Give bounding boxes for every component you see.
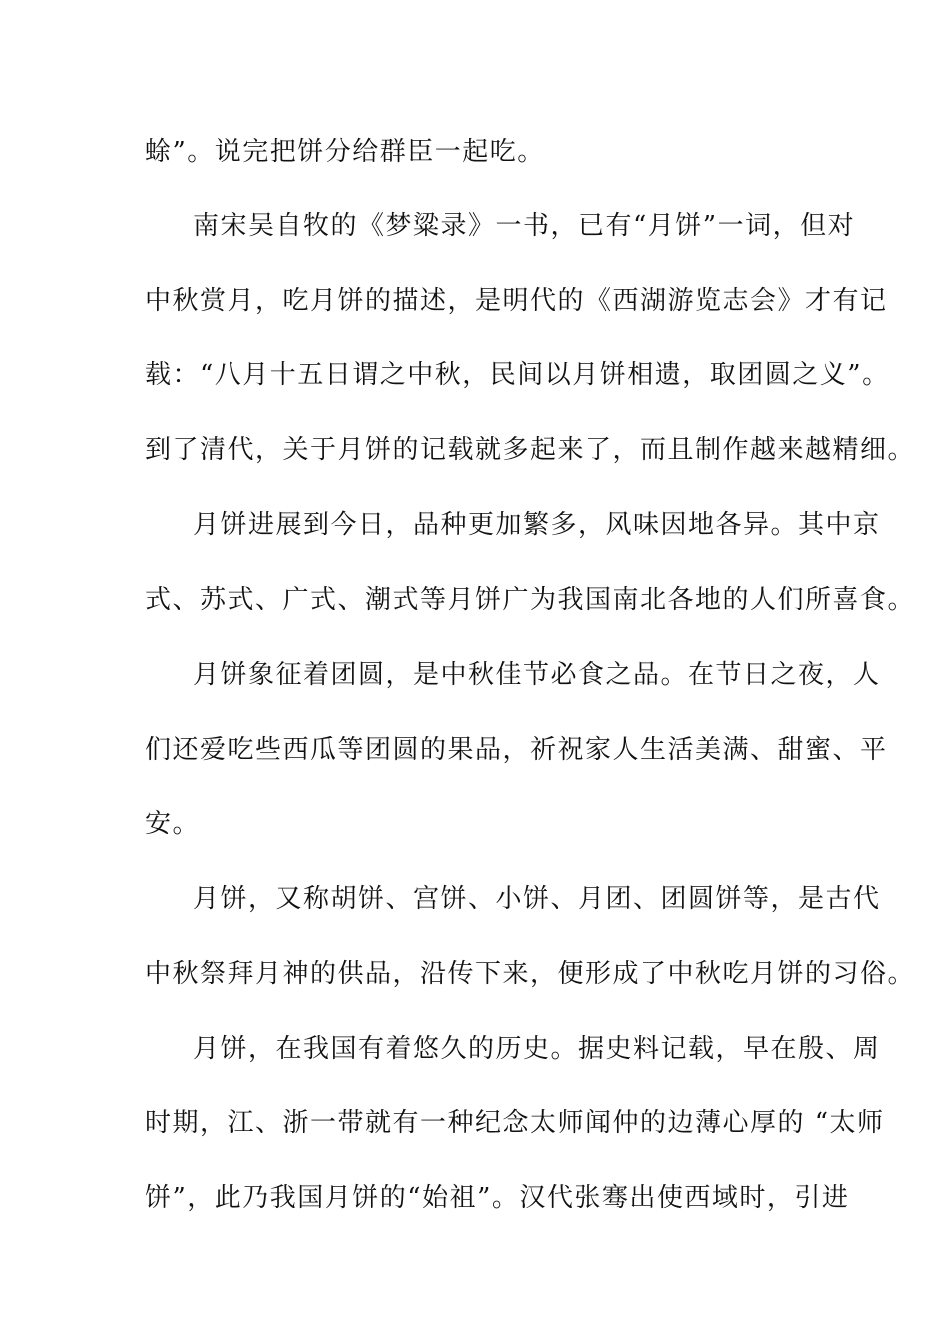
paragraph-start-line: 月饼，又称胡饼、宫饼、小饼、月团、团圆饼等，是古代 (193, 884, 881, 914)
paragraph-start-line: 月饼象征着团圆，是中秋佳节必食之品。在节日之夜，人 (193, 660, 881, 690)
text-line: 中秋赏月，吃月饼的描述，是明代的《西湖游览志会》才有记 (145, 286, 888, 316)
text-line: 们还爱吃些西瓜等团圆的果品，祈祝家人生活美满、甜蜜、平 (145, 735, 888, 765)
paragraph-start-line: 南宋吴自牧的《梦粱录》一书，已有“月饼”一词，但对 (193, 211, 856, 241)
text-line: 安。 (145, 809, 201, 839)
text-line: 载：“八月十五日谓之中秋，民间以月饼相遗，取团圆之义”。 (145, 360, 890, 390)
text-line: 时期，江、浙一带就有一种纪念太师闻仲的边薄心厚的 “太师 (145, 1108, 885, 1138)
text-line: 中秋祭拜月神的供品，沿传下来，便形成了中秋吃月饼的习俗。 (145, 959, 916, 989)
text-line: 饼”，此乃我国月饼的“始祖”。汉代张骞出使西域时，引进 (145, 1183, 850, 1213)
text-line: 蜍”。说完把饼分给群臣一起吃。 (145, 137, 545, 167)
paragraph-start-line: 月饼，在我国有着悠久的历史。据史料记载，早在殷、周 (193, 1034, 881, 1064)
text-line: 式、苏式、广式、潮式等月饼广为我国南北各地的人们所喜食。 (145, 585, 916, 615)
text-line: 到了清代，关于月饼的记载就多起来了，而且制作越来越精细。 (145, 435, 916, 465)
paragraph-start-line: 月饼进展到今日，品种更加繁多，风味因地各异。其中京 (193, 510, 881, 540)
